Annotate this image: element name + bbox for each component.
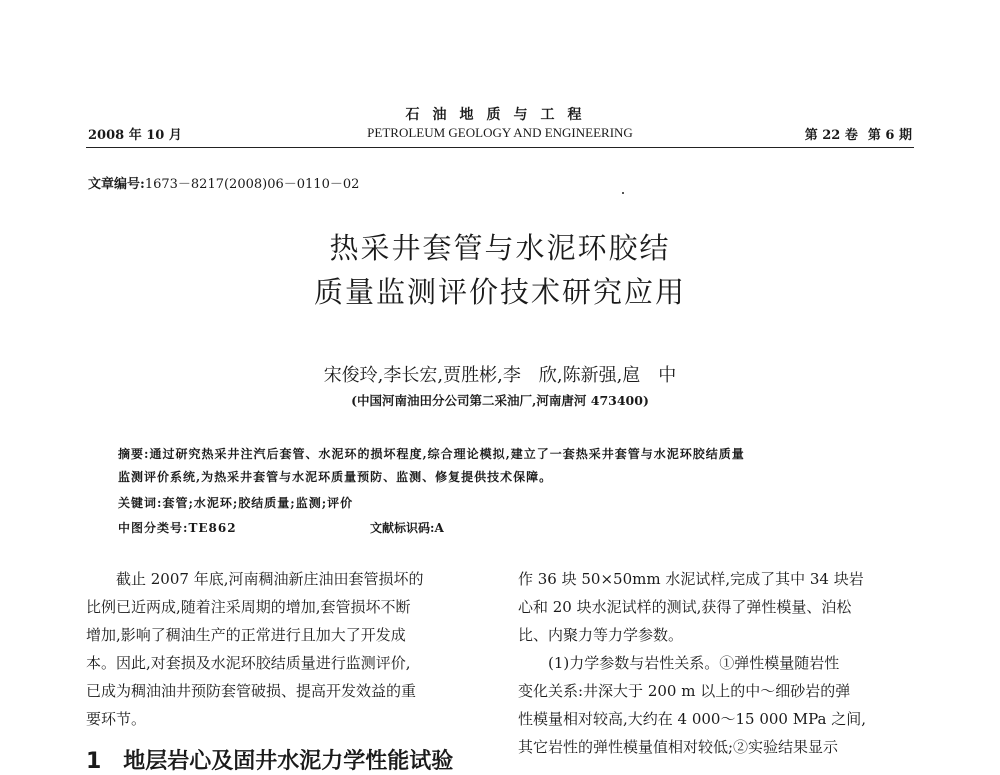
document-id-label: 文献标识码: <box>370 521 435 535</box>
body-right-line: 变化关系:井深大于 200 m 以上的中～细砂岩的弹 <box>518 682 851 700</box>
body-left-line: 截止 2007 年底,河南稠油新庄油田套管损坏的 <box>86 570 424 588</box>
article-number-label: 文章编号: <box>88 177 145 192</box>
issue: 第 6 期 <box>867 128 912 143</box>
volume-issue <box>795 124 912 143</box>
abstract-label: 摘要: <box>118 447 150 461</box>
title-line-2: 质量监测评价技术研究应用 <box>313 275 686 309</box>
abstract-line-2: 监测评价系统,为热采井套管与水泥环质量预防、监测、修复提供技术保障。 <box>118 470 553 484</box>
affiliation: (中国河南油田分公司第二采油厂,河南唐河 473400) <box>351 393 649 408</box>
body-left-line: 本。因此,对套损及水泥环胶结质量进行监测评价, <box>86 654 411 672</box>
keywords-value: 套管;水泥环;胶结质量;监测;评价 <box>162 496 354 510</box>
journal-name-cn: 石油地质与工程 <box>405 107 595 123</box>
classification-label: 中图分类号: <box>118 521 189 535</box>
article-number <box>88 173 359 192</box>
authors: 宋俊玲,李长宏,贾胜彬,李 欣,陈新强,扈 中 <box>323 365 677 386</box>
keywords <box>118 494 353 511</box>
body-right-line: 性模量相对较高,大约在 4 000～15 000 MPa 之间, <box>518 710 866 728</box>
classification-value: TE862 <box>188 521 237 535</box>
body-left-line: 比例已近两成,随着注采周期的增加,套管损坏不断 <box>86 598 411 616</box>
issue-date: 2008 年 10 月 <box>88 128 182 143</box>
abstract-line-1 <box>118 445 745 462</box>
document-id <box>370 519 444 536</box>
body-right-line: 心和 20 块水泥试样的测试,获得了弹性模量、泊松 <box>518 598 852 616</box>
body-left-line: 已成为稠油油井预防套管破损、提高开发效益的重 <box>86 682 417 700</box>
body-left-line: 增加,影响了稠油生产的正常进行且加大了开发成 <box>86 626 406 644</box>
scan-speck <box>622 192 624 194</box>
body-right-line: 其它岩性的弹性模量值相对较低;②实验结果显示 <box>518 738 839 756</box>
journal-name-en: PETROLEUM GEOLOGY AND ENGINEERING <box>367 125 633 140</box>
body-right-line: 作 36 块 50×50mm 水泥试样,完成了其中 34 块岩 <box>518 570 864 588</box>
body-left-line: 要环节。 <box>86 710 147 728</box>
title-line-1: 热采井套管与水泥环胶结 <box>329 231 671 265</box>
abstract-text-1: 通过研究热采井注汽后套管、水泥环的损坏程度,综合理论模拟,建立了一套热采井套管与水泥环胶结质量 <box>149 447 745 461</box>
body-right-line: (1)力学参数与岩性关系。①弹性模量随岩性 <box>518 654 840 672</box>
body-right-line: 比、内聚力等力学参数。 <box>518 626 684 644</box>
document-id-value: A <box>434 521 444 535</box>
article-number-value: 1673－8217(2008)06－0110－02 <box>144 177 360 192</box>
classification <box>118 519 237 536</box>
keywords-label: 关键词: <box>118 496 163 510</box>
volume: 第 22 卷 <box>804 128 858 143</box>
header-rule <box>86 147 914 148</box>
section-heading: 1 地层岩心及固井水泥力学性能试验 <box>86 749 454 774</box>
